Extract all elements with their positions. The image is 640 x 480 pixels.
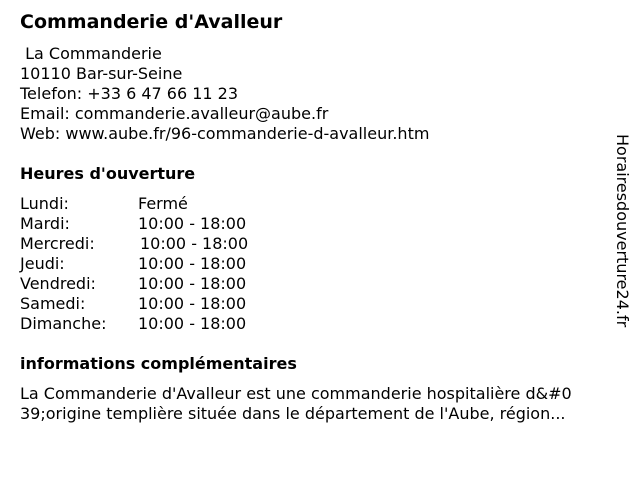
description-text [20, 384, 620, 424]
hours-row-sunday [20, 314, 248, 334]
address-street: La Commanderie [25, 44, 162, 63]
hours-row-saturday [20, 294, 248, 314]
time-value: 10:00 - 18:00 [138, 254, 247, 273]
hours-heading: Heures d'ouverture [20, 164, 196, 183]
phone-number: Telefon: +33 6 47 66 11 23 [20, 84, 239, 103]
time-value: 10:00 - 18:00 [138, 274, 247, 293]
info-heading: informations complémentaires [20, 354, 297, 373]
email-address: Email: commanderie.avalleur@aube.fr [20, 104, 329, 123]
day-label: Mardi: [20, 214, 70, 233]
time-value: 10:00 - 18:00 [138, 214, 247, 233]
address-block [20, 44, 429, 144]
time-value: Fermé [138, 194, 188, 213]
day-label: Samedi: [20, 294, 86, 313]
hours-row-tuesday [20, 214, 248, 234]
address-line-1 [20, 44, 429, 64]
hours-row-wednesday [20, 234, 248, 254]
day-label: Lundi: [20, 194, 69, 213]
hours-row-friday [20, 274, 248, 294]
description-line-2: 39;origine templière située dans le département de l'Aube, région... [20, 404, 566, 423]
day-label: Mercredi: [20, 234, 95, 253]
website-link: Web: www.aube.fr/96-commanderie-d-avalleur.htm [20, 124, 430, 143]
business-title: Commanderie d'Avalleur [20, 11, 283, 33]
day-label: Dimanche: [20, 314, 107, 333]
time-value: 10:00 - 18:00 [138, 294, 247, 313]
day-label: Vendredi: [20, 274, 96, 293]
day-label: Jeudi: [20, 254, 65, 273]
time-value: 10:00 - 18:00 [140, 234, 249, 253]
description-line-1: La Commanderie d'Avalleur est une commanderie hospitalière d&#0 [20, 384, 572, 403]
site-watermark: Horairesdouverture24.fr [613, 134, 632, 328]
time-value: 10:00 - 18:00 [138, 314, 247, 333]
address-city: 10110 Bar-sur-Seine [20, 64, 183, 83]
hours-row-thursday [20, 254, 248, 274]
hours-table [20, 194, 248, 334]
hours-row-monday [20, 194, 248, 214]
